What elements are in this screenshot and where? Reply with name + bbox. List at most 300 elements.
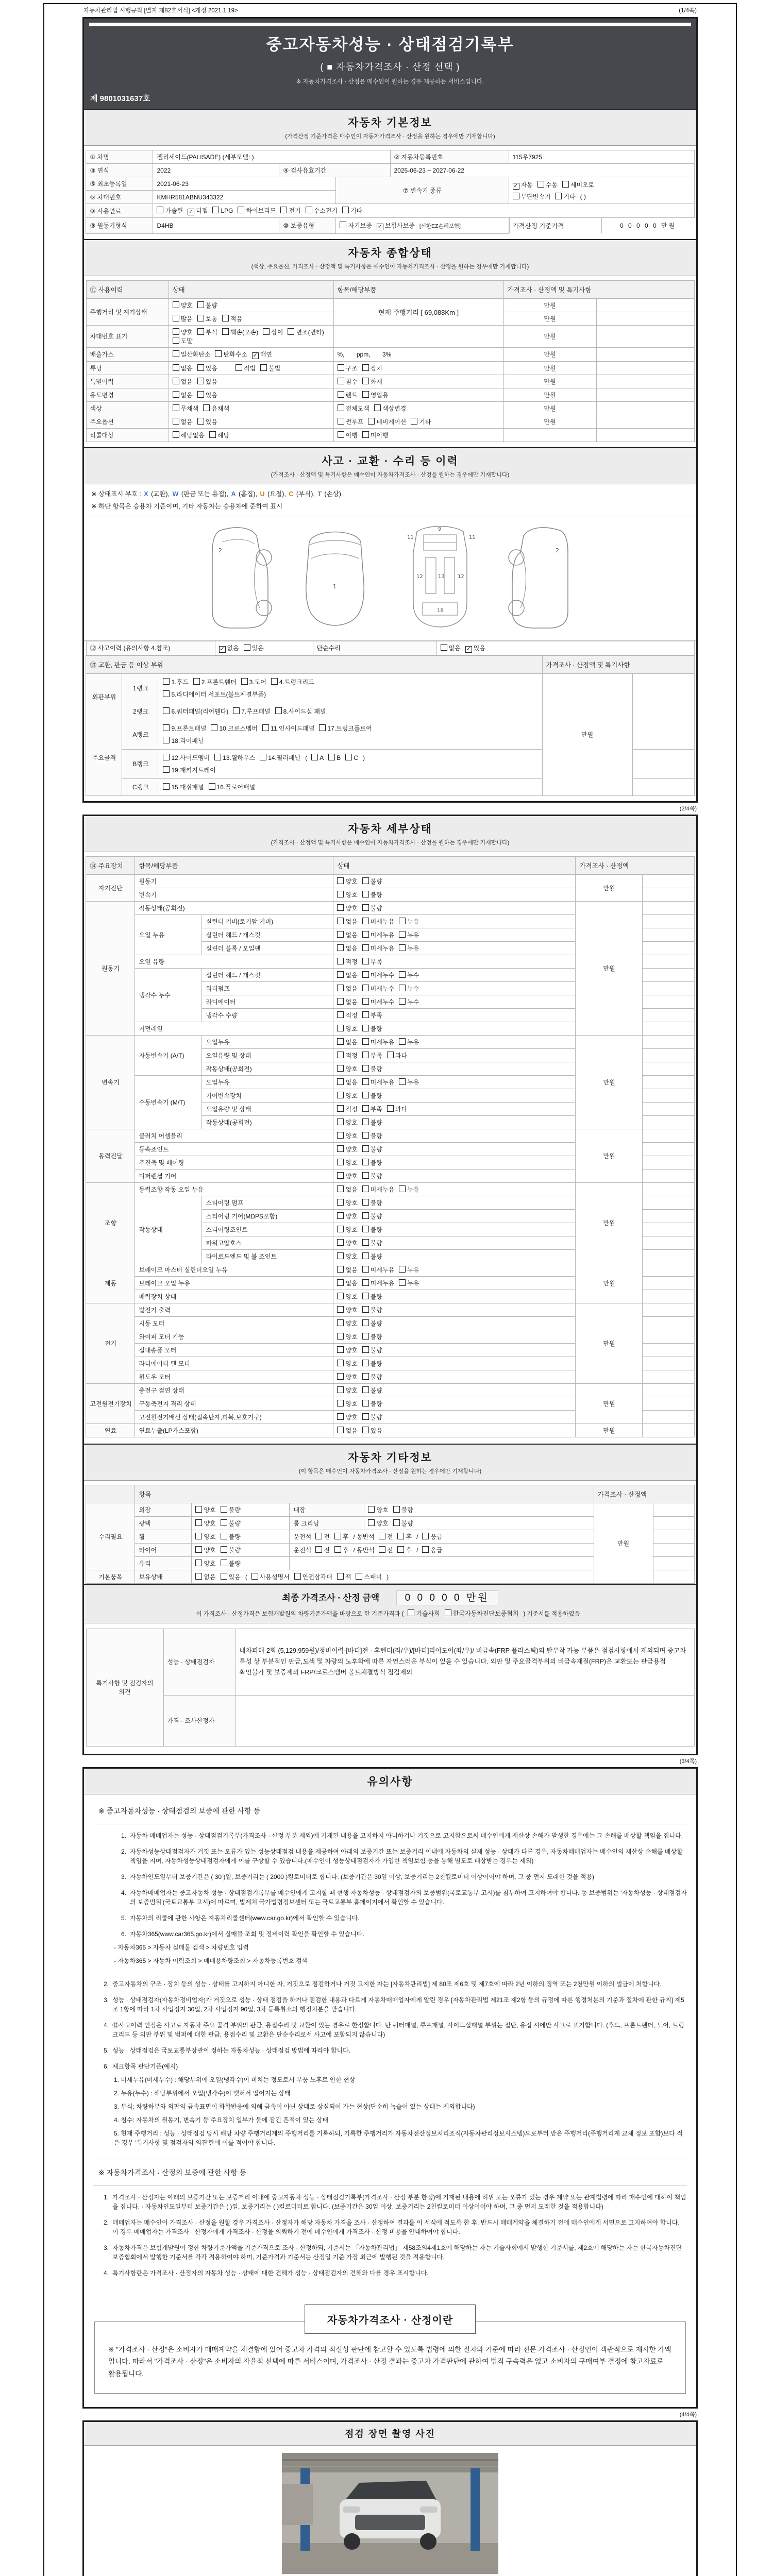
checkbox-unchecked[interactable] [362,1038,369,1045]
checkbox-item[interactable] [337,1413,357,1421]
checkbox-unchecked[interactable] [197,378,204,384]
checkbox-item[interactable] [209,431,229,439]
checkbox-item[interactable] [337,1158,357,1167]
checkbox-item[interactable] [337,1426,357,1435]
checkbox-unchecked[interactable] [163,678,170,685]
checkbox-unchecked[interactable] [393,1519,400,1526]
checkbox-item[interactable] [195,1572,215,1581]
checkbox-unchecked[interactable] [197,364,204,371]
checkbox-item[interactable] [337,1386,357,1395]
checkbox-item[interactable] [337,877,357,886]
checkbox-item[interactable] [399,1038,419,1046]
checkbox-unchecked[interactable] [362,1172,369,1179]
checkbox-unchecked[interactable] [337,1078,344,1085]
checkbox-unchecked[interactable] [334,1546,341,1553]
checkbox-item[interactable] [342,206,362,215]
checkbox-item[interactable] [362,364,382,372]
checkbox-unchecked[interactable] [163,707,170,714]
checkbox-item[interactable] [399,997,419,1006]
checkbox-item[interactable] [337,904,357,912]
checkbox-item[interactable] [362,1078,394,1087]
checkbox-item[interactable] [337,1239,357,1247]
checkbox-unchecked[interactable] [195,1506,202,1513]
checkbox-unchecked[interactable] [374,404,381,411]
checkbox-unchecked[interactable] [445,1609,451,1616]
checkbox-item[interactable] [362,1399,382,1408]
checkbox-unchecked[interactable] [193,678,200,685]
checkbox-unchecked[interactable] [211,724,217,731]
checkbox-unchecked[interactable] [362,1078,369,1085]
checkbox-unchecked[interactable] [338,431,344,438]
checkbox-unchecked[interactable] [260,364,267,371]
checkbox-item[interactable] [362,1359,382,1368]
checkbox-unchecked[interactable] [397,1546,404,1553]
checkbox-item[interactable] [362,1413,382,1421]
checkbox-item[interactable] [195,1505,215,1514]
checkbox-unchecked[interactable] [399,985,406,991]
checkbox-item[interactable] [173,391,193,399]
checkbox-item[interactable] [328,752,341,764]
checkbox-unchecked[interactable] [337,1266,344,1273]
checkbox-item[interactable] [362,1386,382,1395]
checkbox-item[interactable] [306,206,338,215]
checkbox-unchecked[interactable] [441,644,447,651]
checkbox-unchecked[interactable] [362,958,369,964]
checkbox-unchecked[interactable] [233,707,240,714]
checkbox-unchecked[interactable] [163,724,170,731]
checkbox-unchecked[interactable] [337,1252,344,1259]
checkbox-item[interactable] [362,890,382,899]
checkbox-item[interactable] [562,180,594,189]
checkbox-item[interactable] [195,1559,215,1568]
checkbox-item[interactable] [377,221,415,230]
checkbox-unchecked[interactable] [197,391,204,398]
checkbox-item[interactable] [315,1532,330,1541]
checkbox-item[interactable] [397,1532,412,1541]
checkbox-unchecked[interactable] [345,754,352,760]
checkbox-unchecked[interactable] [362,1185,369,1192]
checkbox-unchecked[interactable] [337,1427,344,1433]
checkbox-unchecked[interactable] [362,998,369,1005]
checkbox-item[interactable] [337,1372,357,1381]
checkbox-unchecked[interactable] [362,1427,369,1433]
checkbox-unchecked[interactable] [387,1105,394,1112]
checkbox-unchecked[interactable] [393,1506,400,1513]
checkbox-unchecked[interactable] [362,1306,369,1313]
checkbox-unchecked[interactable] [209,431,216,438]
checkbox-unchecked[interactable] [362,1252,369,1259]
checkbox-item[interactable] [221,1505,241,1514]
checkbox-unchecked[interactable] [337,1413,344,1420]
checkbox-item[interactable] [362,1212,382,1221]
checkbox-item[interactable] [337,1038,357,1046]
checkbox-unchecked[interactable] [337,1386,344,1393]
checkbox-unchecked[interactable] [288,328,294,335]
checkbox-unchecked[interactable] [362,1386,369,1393]
checkbox-unchecked[interactable] [356,1573,362,1580]
checkbox-item[interactable] [337,1118,357,1127]
checkbox-unchecked[interactable] [337,1159,344,1165]
checkbox-item[interactable] [362,984,394,993]
checkbox-item[interactable] [337,1212,357,1221]
checkbox-item[interactable] [337,1319,357,1328]
checkbox-unchecked[interactable] [337,1118,344,1125]
checkbox-item[interactable] [163,764,215,776]
checkbox-item[interactable] [399,1265,419,1274]
checkbox-unchecked[interactable] [334,1533,341,1539]
checkbox-item[interactable] [337,1399,357,1408]
checkbox-unchecked[interactable] [337,1346,344,1353]
checkbox-item[interactable] [197,301,217,310]
checkbox-unchecked[interactable] [173,328,179,335]
checkbox-unchecked[interactable] [337,1199,344,1206]
checkbox-unchecked[interactable] [362,1212,369,1219]
checkbox-unchecked[interactable] [337,1145,344,1152]
checkbox-unchecked[interactable] [173,301,179,308]
checkbox-unchecked[interactable] [337,1038,344,1045]
checkbox-item[interactable] [173,404,199,413]
checkbox-unchecked[interactable] [379,1546,385,1553]
checkbox-unchecked[interactable] [555,193,562,199]
checkbox-unchecked[interactable] [537,181,544,188]
checkbox-unchecked[interactable] [399,998,406,1005]
checkbox-item[interactable] [260,364,280,372]
checkbox-item[interactable] [393,1505,413,1514]
checkbox-item[interactable] [362,877,382,886]
checkbox-item[interactable] [211,722,258,735]
checkbox-unchecked[interactable] [197,315,204,321]
checkbox-item[interactable] [157,206,183,215]
checkbox-item[interactable] [379,1532,393,1541]
checkbox-unchecked[interactable] [337,971,344,978]
checkbox-item[interactable] [173,328,193,336]
checkbox-item[interactable] [203,404,229,413]
checkbox-item[interactable] [195,1532,215,1541]
checkbox-unchecked[interactable] [271,678,278,685]
checkbox-unchecked[interactable] [337,1226,344,1232]
checkbox-item[interactable] [195,1546,215,1554]
checkbox-unchecked[interactable] [337,1293,344,1299]
checkbox-item[interactable] [288,328,324,336]
checkbox-unchecked[interactable] [222,328,229,335]
checkbox-item[interactable] [163,676,188,688]
checkbox-unchecked[interactable] [262,724,269,731]
checkbox-item[interactable] [337,997,357,1006]
checkbox-unchecked[interactable] [315,1546,322,1553]
checkbox-unchecked[interactable] [342,207,349,213]
checkbox-item[interactable] [387,1105,407,1113]
checkbox-item[interactable] [163,752,210,764]
checkbox-unchecked[interactable] [197,328,204,335]
checkbox-item[interactable] [337,1346,357,1354]
checkbox-item[interactable] [362,1185,394,1194]
checkbox-unchecked[interactable] [399,918,406,924]
checkbox-unchecked[interactable] [362,877,369,884]
checkbox-unchecked[interactable] [379,1533,385,1539]
checkbox-unchecked[interactable] [368,1506,375,1513]
checkbox-item[interactable] [362,1292,382,1301]
checkbox-unchecked[interactable] [221,1560,227,1566]
checkbox-item[interactable] [337,984,357,993]
checkbox-item[interactable] [441,643,461,652]
checkbox-item[interactable] [219,643,239,653]
checkbox-unchecked[interactable] [215,350,222,357]
checkbox-unchecked[interactable] [362,1293,369,1299]
checkbox-item[interactable] [173,350,211,359]
checkbox-unchecked[interactable] [362,1132,369,1139]
checkbox-unchecked[interactable] [362,1239,369,1246]
checkbox-unchecked[interactable] [221,1546,227,1553]
checkbox-item[interactable] [537,180,558,189]
checkbox-unchecked[interactable] [195,1546,202,1553]
checkbox-item[interactable] [222,314,242,323]
checkbox-item[interactable] [362,1158,382,1167]
checkbox-item[interactable] [221,1532,241,1541]
checkbox-item[interactable] [362,377,382,386]
checkbox-unchecked[interactable] [368,1519,375,1526]
checkbox-item[interactable] [362,1319,382,1328]
checkbox-unchecked[interactable] [399,931,406,938]
checkbox-unchecked[interactable] [195,1560,202,1566]
checkbox-unchecked[interactable] [337,958,344,964]
checkbox-unchecked[interactable] [362,904,369,911]
checkbox-unchecked[interactable] [338,418,344,425]
checkbox-item[interactable] [260,752,300,764]
checkbox-unchecked[interactable] [362,378,369,384]
checkbox-unchecked[interactable] [399,1038,406,1045]
checkbox-item[interactable] [337,1332,357,1341]
checkbox-unchecked[interactable] [362,1105,369,1112]
checkbox-unchecked[interactable] [222,315,229,321]
checkbox-item[interactable] [197,314,217,323]
checkbox-unchecked[interactable] [362,1118,369,1125]
checkbox-item[interactable] [408,1609,440,1618]
checkbox-item[interactable] [362,1172,382,1180]
checkbox-item[interactable] [337,1064,357,1073]
checkbox-item[interactable] [221,1546,241,1554]
checkbox-item[interactable] [513,180,533,190]
checkbox-unchecked[interactable] [362,944,369,951]
checkbox-unchecked[interactable] [411,418,417,425]
checkbox-item[interactable] [362,997,394,1006]
checkbox-item[interactable] [173,336,193,345]
checkbox-item[interactable] [399,917,419,926]
checkbox-unchecked[interactable] [163,766,170,773]
checkbox-unchecked[interactable] [337,1239,344,1246]
checkbox-checked[interactable] [377,224,383,230]
checkbox-unchecked[interactable] [221,1533,227,1539]
checkbox-unchecked[interactable] [337,1011,344,1018]
checkbox-unchecked[interactable] [337,1319,344,1326]
checkbox-unchecked[interactable] [251,1573,258,1580]
checkbox-unchecked[interactable] [397,1533,404,1539]
checkbox-unchecked[interactable] [362,931,369,938]
checkbox-item[interactable] [337,1225,357,1234]
checkbox-item[interactable] [337,917,357,926]
checkbox-unchecked[interactable] [195,1519,202,1526]
checkbox-item[interactable] [337,957,357,966]
checkbox-item[interactable] [197,391,217,399]
checkbox-unchecked[interactable] [362,391,369,398]
checkbox-unchecked[interactable] [337,1360,344,1366]
checkbox-item[interactable] [362,1346,382,1354]
checkbox-item[interactable] [338,404,369,413]
checkbox-unchecked[interactable] [399,944,406,951]
checkbox-item[interactable] [173,314,193,323]
checkbox-item[interactable] [337,890,357,899]
checkbox-item[interactable] [465,643,485,653]
checkbox-unchecked[interactable] [362,971,369,978]
checkbox-unchecked[interactable] [173,391,179,398]
checkbox-item[interactable] [334,1546,349,1554]
checkbox-item[interactable] [337,930,357,939]
checkbox-item[interactable] [163,735,204,747]
checkbox-item[interactable] [445,1609,519,1618]
checkbox-unchecked[interactable] [337,1212,344,1219]
checkbox-item[interactable] [399,1078,419,1087]
checkbox-unchecked[interactable] [163,690,170,697]
checkbox-unchecked[interactable] [275,707,282,714]
checkbox-item[interactable] [368,1505,388,1514]
checkbox-unchecked[interactable] [362,1360,369,1366]
checkbox-checked[interactable] [219,646,226,653]
checkbox-unchecked[interactable] [315,1533,322,1539]
checkbox-item[interactable] [399,1185,419,1194]
checkbox-unchecked[interactable] [173,337,179,344]
checkbox-item[interactable] [163,722,206,735]
checkbox-item[interactable] [362,431,389,439]
checkbox-unchecked[interactable] [163,754,170,760]
checkbox-unchecked[interactable] [337,918,344,924]
checkbox-item[interactable] [337,1011,357,1020]
checkbox-unchecked[interactable] [337,985,344,991]
checkbox-unchecked[interactable] [203,404,210,411]
checkbox-unchecked[interactable] [337,998,344,1005]
checkbox-unchecked[interactable] [173,350,179,357]
checkbox-unchecked[interactable] [173,315,179,321]
checkbox-unchecked[interactable] [214,754,221,760]
checkbox-item[interactable] [263,328,283,336]
checkbox-unchecked[interactable] [173,364,179,371]
checkbox-unchecked[interactable] [238,207,244,213]
checkbox-unchecked[interactable] [337,1400,344,1406]
checkbox-item[interactable] [252,350,272,359]
checkbox-item[interactable] [163,688,266,701]
checkbox-unchecked[interactable] [338,378,344,384]
checkbox-item[interactable] [337,1024,357,1033]
checkbox-unchecked[interactable] [337,1373,344,1380]
checkbox-item[interactable] [362,957,382,966]
checkbox-unchecked[interactable] [337,1185,344,1192]
checkbox-unchecked[interactable] [362,1413,369,1420]
checkbox-unchecked[interactable] [362,1025,369,1031]
checkbox-item[interactable] [262,722,314,735]
checkbox-unchecked[interactable] [338,391,344,398]
checkbox-item[interactable] [362,944,394,953]
checkbox-item[interactable] [362,1332,382,1341]
checkbox-item[interactable] [173,431,205,439]
checkbox-unchecked[interactable] [362,1319,369,1326]
checkbox-unchecked[interactable] [173,418,179,425]
checkbox-unchecked[interactable] [399,1266,406,1273]
checkbox-item[interactable] [362,1011,382,1020]
checkbox-unchecked[interactable] [337,1172,344,1179]
checkbox-item[interactable] [197,364,217,372]
checkbox-unchecked[interactable] [209,783,215,790]
checkbox-checked[interactable] [252,352,259,359]
checkbox-unchecked[interactable] [362,985,369,991]
checkbox-unchecked[interactable] [362,1052,369,1058]
checkbox-item[interactable] [345,752,358,764]
checkbox-unchecked[interactable] [173,378,179,384]
checkbox-item[interactable] [399,944,419,953]
checkbox-item[interactable] [195,1519,215,1528]
checkbox-unchecked[interactable] [362,1279,369,1286]
checkbox-item[interactable] [337,1131,357,1140]
checkbox-unchecked[interactable] [362,1346,369,1353]
checkbox-item[interactable] [362,1372,382,1381]
checkbox-item[interactable] [379,1546,393,1554]
checkbox-item[interactable] [362,1306,382,1314]
checkbox-unchecked[interactable] [562,181,569,188]
checkbox-unchecked[interactable] [362,918,369,924]
checkbox-item[interactable] [362,1252,382,1261]
checkbox-unchecked[interactable] [221,1506,227,1513]
checkbox-item[interactable] [338,431,358,439]
checkbox-unchecked[interactable] [241,678,248,685]
checkbox-item[interactable] [236,364,256,372]
checkbox-item[interactable] [337,1145,357,1154]
checkbox-item[interactable] [271,676,314,688]
checkbox-unchecked[interactable] [337,1025,344,1031]
checkbox-item[interactable] [362,1225,382,1234]
checkbox-unchecked[interactable] [244,644,250,651]
checkbox-item[interactable] [221,1559,241,1568]
checkbox-unchecked[interactable] [163,783,170,790]
checkbox-unchecked[interactable] [236,364,242,371]
checkbox-unchecked[interactable] [340,222,346,228]
checkbox-item[interactable] [368,417,406,426]
checkbox-unchecked[interactable] [337,1306,344,1313]
checkbox-item[interactable] [338,364,358,372]
checkbox-unchecked[interactable] [260,754,266,760]
checkbox-item[interactable] [362,917,394,926]
checkbox-item[interactable] [362,1131,382,1140]
checkbox-item[interactable] [337,1198,357,1207]
checkbox-item[interactable] [294,1572,332,1581]
checkbox-unchecked[interactable] [362,1400,369,1406]
checkbox-unchecked[interactable] [362,1011,369,1018]
checkbox-unchecked[interactable] [319,724,326,731]
checkbox-unchecked[interactable] [337,931,344,938]
checkbox-unchecked[interactable] [362,1092,369,1098]
checkbox-item[interactable] [338,391,358,399]
checkbox-item[interactable] [337,1572,351,1581]
checkbox-item[interactable] [337,971,357,979]
checkbox-item[interactable] [362,1145,382,1154]
checkbox-item[interactable] [362,1051,382,1060]
checkbox-unchecked[interactable] [195,1573,202,1580]
checkbox-unchecked[interactable] [337,1052,344,1058]
checkbox-checked[interactable] [513,183,519,190]
checkbox-unchecked[interactable] [328,754,335,760]
checkbox-item[interactable] [280,206,300,215]
checkbox-item[interactable] [337,1078,357,1087]
checkbox-item[interactable] [319,722,372,735]
checkbox-item[interactable] [422,1546,442,1554]
checkbox-item[interactable] [163,705,228,718]
checkbox-unchecked[interactable] [362,1145,369,1152]
